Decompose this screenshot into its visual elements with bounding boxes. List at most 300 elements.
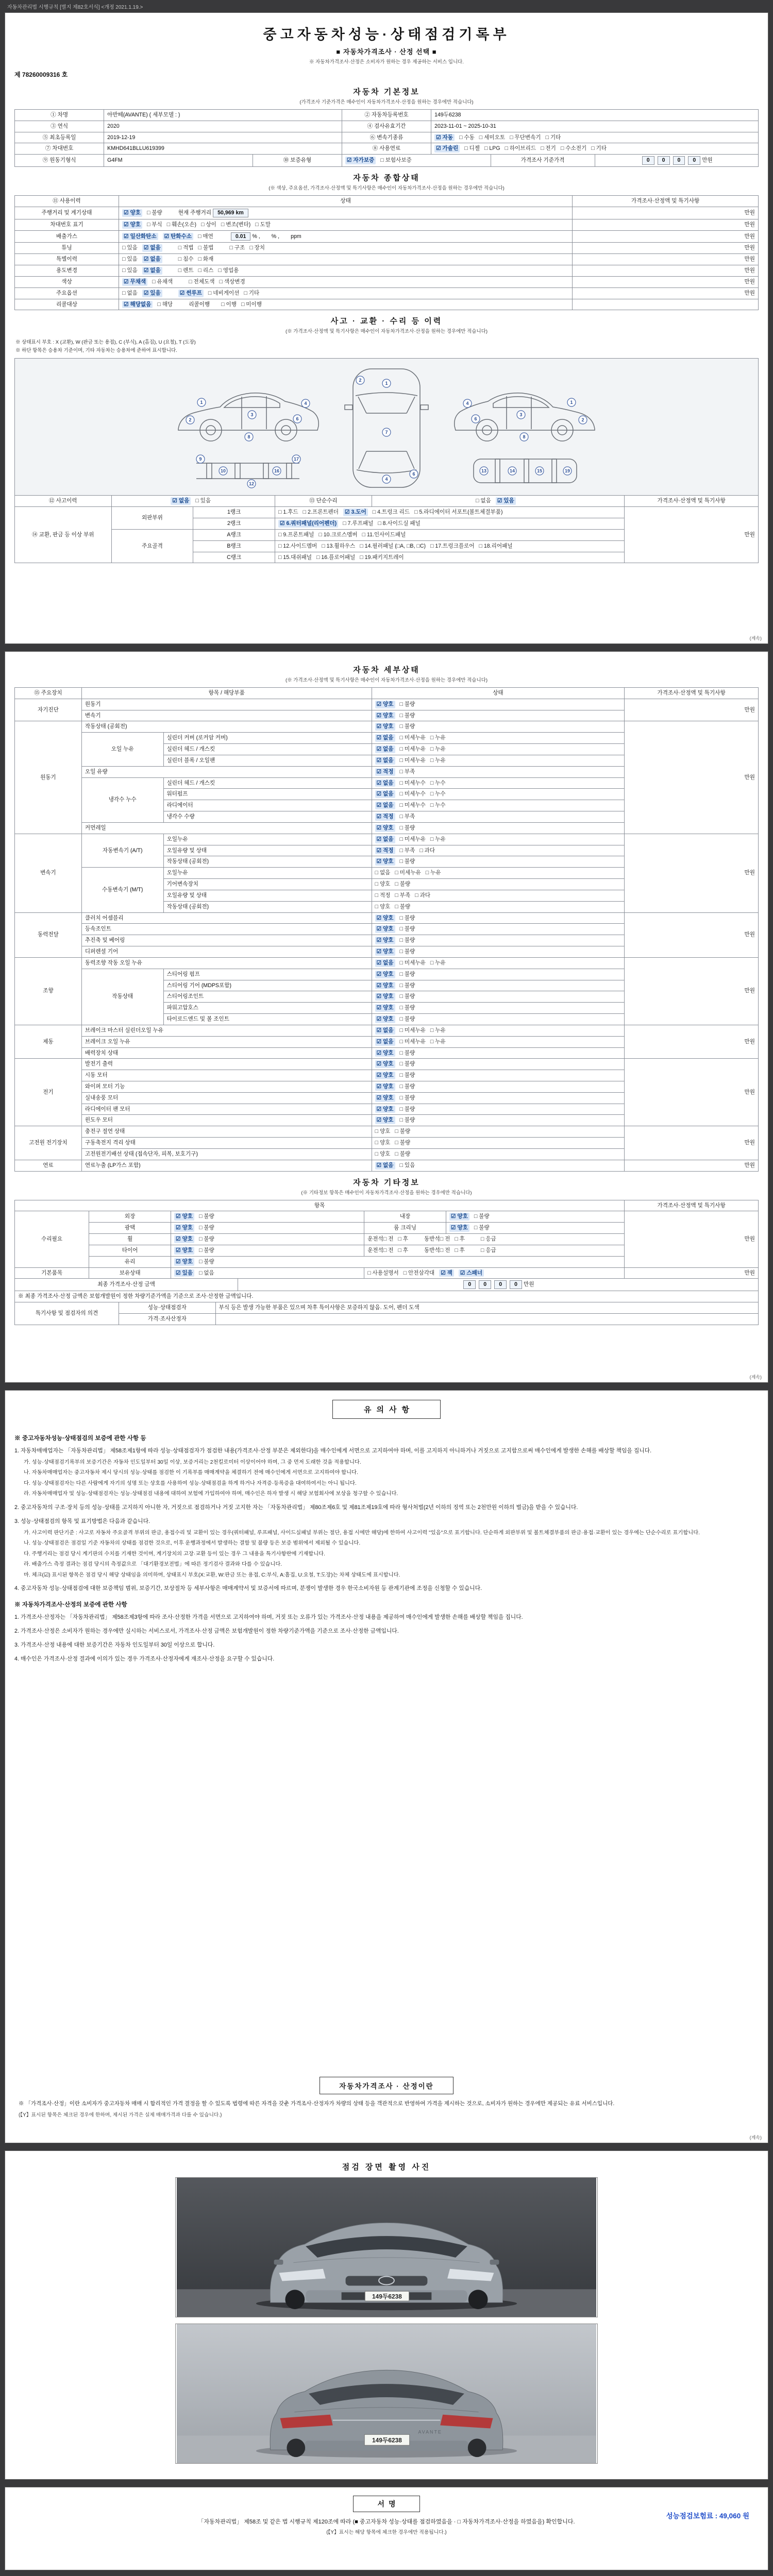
checkbox[interactable]: ☑ 양호 bbox=[375, 701, 395, 708]
insurance-fee-value: 49,060 원 bbox=[719, 2512, 749, 2520]
checkbox[interactable]: □ 부족 bbox=[395, 892, 411, 899]
cell: 만원 bbox=[573, 276, 759, 287]
checkbox[interactable]: □ 불량 bbox=[474, 1225, 490, 1231]
cell: KMHD641BLLU619399 bbox=[104, 143, 342, 155]
checkbox[interactable]: ☑ 양호 bbox=[174, 1213, 194, 1221]
checkbox[interactable]: □ 전 bbox=[383, 1247, 394, 1253]
header-cell: 고전원 전기장치 bbox=[15, 1126, 82, 1160]
checkbox[interactable]: ☑ 양호 bbox=[375, 1004, 395, 1012]
checkbox[interactable]: □ 전 bbox=[440, 1236, 450, 1243]
checkbox[interactable]: □ 불량 bbox=[198, 1247, 214, 1253]
checkbox[interactable]: ☑ 양호 bbox=[375, 993, 395, 1001]
checkbox[interactable]: □ 부족 bbox=[399, 814, 415, 820]
checkbox[interactable]: ☑ 없음 bbox=[375, 757, 395, 765]
notice-paragraph: ※ 자동차가격조사·산정의 보증에 관한 사항 bbox=[14, 1601, 127, 1608]
checkbox[interactable]: □ 미세누유 bbox=[399, 746, 426, 753]
checkbox[interactable]: □ 불량 bbox=[399, 1061, 415, 1067]
misc-info-table-grid bbox=[14, 1200, 759, 1279]
checkbox[interactable]: □ 적정 bbox=[375, 892, 391, 899]
svg-text:16: 16 bbox=[274, 468, 280, 474]
checkbox[interactable]: □ 양호 bbox=[375, 881, 391, 888]
cell: 2020 bbox=[104, 121, 342, 132]
notice-paragraph: 4. 매수인은 가격조사·산정 결과에 이의가 있는 경우 가격조사·산정자에게 재조사·산정을 요구할 수 있습니다. bbox=[14, 1655, 275, 1662]
cell bbox=[372, 1126, 625, 1138]
svg-text:4: 4 bbox=[466, 401, 469, 406]
checkbox[interactable]: □ 미세누수 bbox=[399, 802, 426, 809]
header-cell: 전기 bbox=[15, 1059, 82, 1126]
checkbox[interactable]: □ 안전삼각대 bbox=[403, 1269, 435, 1276]
checkbox[interactable]: □ 18.리어패널 bbox=[479, 543, 513, 549]
checkbox[interactable]: ☑ 양호 bbox=[375, 971, 395, 978]
checkbox[interactable]: ☑ 양호 bbox=[122, 209, 142, 217]
cell: 동력조향 작동 오일 누유 bbox=[81, 957, 372, 969]
cell bbox=[372, 721, 625, 733]
checkbox[interactable]: ☑ 적정 bbox=[375, 768, 395, 776]
checkbox[interactable]: □ 4.트렁크 리드 bbox=[372, 509, 410, 516]
checkbox[interactable]: □ 네비게이션 bbox=[208, 290, 240, 296]
checkbox[interactable]: □ 이행 bbox=[221, 301, 237, 308]
checkbox[interactable]: □ 색상변경 bbox=[219, 278, 245, 285]
svg-text:6: 6 bbox=[296, 416, 299, 422]
svg-text:14: 14 bbox=[509, 468, 515, 474]
checkbox[interactable]: □ 누유 bbox=[430, 757, 446, 764]
checkbox[interactable]: □ 도말 bbox=[255, 221, 271, 228]
checkbox[interactable]: ☑ 없음 bbox=[375, 1027, 395, 1035]
svg-text:15: 15 bbox=[536, 468, 543, 474]
checkbox[interactable]: □ 누유 bbox=[430, 836, 446, 842]
svg-text:8: 8 bbox=[247, 434, 250, 440]
checkbox[interactable]: ☑ 없음 bbox=[375, 836, 395, 843]
checkbox[interactable]: □ 누수 bbox=[430, 791, 446, 798]
checkbox[interactable]: ☑ 없음 bbox=[375, 959, 395, 967]
checkbox[interactable]: □ 침수 bbox=[178, 256, 194, 263]
checkbox[interactable]: □ 사용설명서 bbox=[367, 1269, 399, 1276]
header-cell: 변속기 bbox=[15, 834, 82, 912]
header-cell: 동력전달 bbox=[15, 912, 82, 957]
checkbox[interactable]: □ 응급 bbox=[480, 1247, 496, 1253]
value-box: 0.01 bbox=[231, 232, 251, 241]
checkbox[interactable]: □ 없음 bbox=[122, 290, 138, 296]
checkbox[interactable]: □ 누유 bbox=[430, 735, 446, 741]
header-cell: 오일 누유 bbox=[81, 733, 163, 766]
checkbox[interactable]: □ 하이브리드 bbox=[505, 145, 536, 152]
checkbox[interactable]: □ 수소전기 bbox=[560, 145, 587, 152]
cell: 원동기 bbox=[81, 699, 372, 710]
checkbox[interactable]: ☑ 자가보증 bbox=[345, 157, 376, 164]
cell bbox=[119, 276, 573, 287]
checkbox[interactable]: ☑ 양호 bbox=[375, 1015, 395, 1023]
checkbox[interactable]: □ 미세누유 bbox=[395, 870, 421, 876]
checkbox[interactable]: □ 불량 bbox=[399, 1106, 415, 1112]
checkbox[interactable]: ☑ 없음 bbox=[142, 244, 162, 252]
header-cell: 유리 bbox=[89, 1256, 171, 1267]
checkbox[interactable]: □ 불량 bbox=[399, 914, 415, 921]
checkbox[interactable]: □ 불량 bbox=[395, 903, 411, 910]
checkbox[interactable]: □ 불량 bbox=[399, 937, 415, 944]
header-cell: ⑫ 사고이력 bbox=[15, 496, 112, 507]
checkbox[interactable]: ☑ 있음 bbox=[142, 290, 162, 297]
cell bbox=[111, 496, 275, 507]
checkbox[interactable]: □ 16.플로어패널 bbox=[316, 554, 356, 561]
checkbox[interactable]: ☑ 양호 bbox=[375, 723, 395, 731]
checkbox[interactable]: □ 기타 bbox=[545, 134, 561, 141]
checkbox[interactable]: ☑ 양호 bbox=[449, 1213, 469, 1221]
checkbox[interactable]: □ 과다 bbox=[415, 892, 431, 899]
checkbox[interactable]: □ 1.후드 bbox=[278, 509, 298, 516]
checkbox[interactable]: ☑ 없음 bbox=[142, 256, 162, 263]
checkbox[interactable]: ☑ 양호 bbox=[375, 1094, 395, 1102]
checkbox[interactable]: □ 불량 bbox=[399, 824, 415, 831]
checkbox[interactable]: □ 세미오토 bbox=[479, 134, 506, 141]
header-cell: 배출가스 bbox=[15, 230, 119, 243]
checkbox[interactable]: □ 19.패키지트레이 bbox=[360, 554, 404, 561]
checkbox[interactable]: □ LPG bbox=[484, 145, 500, 152]
checkbox[interactable]: □ 불량 bbox=[198, 1213, 214, 1220]
checkbox[interactable]: □ 무단변속기 bbox=[510, 134, 541, 141]
checkbox[interactable]: ☑ 양호 bbox=[375, 1060, 395, 1068]
checkbox[interactable]: □ 불량 bbox=[395, 1140, 411, 1146]
inspection-photo-rear bbox=[175, 2324, 598, 2464]
checkbox[interactable]: □ 화재 bbox=[198, 256, 214, 263]
cell: 브레이크 오일 누유 bbox=[81, 1036, 372, 1047]
checkbox[interactable]: □ 있음 bbox=[122, 256, 138, 263]
checkbox[interactable]: □ 상이 bbox=[201, 221, 216, 228]
cell bbox=[238, 1279, 758, 1291]
checkbox[interactable]: ☑ 적정 bbox=[375, 813, 395, 821]
cell bbox=[372, 789, 625, 800]
checkbox[interactable]: ☑ 양호 bbox=[375, 948, 395, 956]
cell bbox=[372, 935, 625, 946]
checkbox[interactable]: □ 누수 bbox=[430, 802, 446, 809]
checkbox[interactable]: ☑ 양호 bbox=[375, 1083, 395, 1091]
checkbox[interactable]: ☑ 없음 bbox=[375, 745, 395, 753]
checkbox[interactable]: □ 구조 bbox=[229, 245, 245, 251]
checkbox[interactable]: ☑ 양호 bbox=[375, 1106, 395, 1113]
checkbox[interactable]: ☑ 탄화수소 bbox=[163, 233, 193, 241]
checkbox[interactable]: □ 불량 bbox=[146, 209, 162, 216]
checkbox[interactable]: □ 불법 bbox=[198, 245, 214, 251]
checkbox[interactable]: □ 17.트렁크플로어 bbox=[430, 543, 475, 549]
checkbox[interactable]: □ 불량 bbox=[399, 926, 415, 933]
checkbox[interactable]: □ 8.사이드실 패널 bbox=[378, 520, 421, 527]
cell: 스티어링 기어 (MDPS포함) bbox=[163, 980, 372, 991]
text: 리콜이행 bbox=[189, 301, 210, 308]
checkbox[interactable]: ☑ 적정 bbox=[375, 847, 395, 855]
cell: 만원 bbox=[625, 1025, 759, 1058]
checkbox[interactable]: □ 후 bbox=[398, 1247, 409, 1253]
header-cell: 최종 가격조사·산정 금액 bbox=[15, 1279, 238, 1291]
checkbox[interactable]: ☑ 양호 bbox=[174, 1224, 194, 1232]
checkbox[interactable]: □ 불량 bbox=[198, 1258, 214, 1265]
checkbox[interactable]: □ 미세누수 bbox=[399, 791, 426, 798]
accident-history-table bbox=[14, 495, 759, 563]
checkbox[interactable]: □ 불량 bbox=[198, 1236, 214, 1243]
signature-title: 서명 bbox=[353, 2496, 420, 2512]
checkbox[interactable]: □ 불량 bbox=[399, 993, 415, 1000]
header-cell: 광택 bbox=[89, 1223, 171, 1234]
cell: ※ 최종 가격조사·산정 금액은 보험개발원이 정한 차량기준가액을 기준으로 조사·산정한 금액입니다. bbox=[15, 1291, 759, 1302]
checkbox[interactable]: ☑ 없음 bbox=[171, 497, 191, 505]
checkbox[interactable]: ☑ 양호 bbox=[174, 1258, 194, 1266]
checkbox[interactable]: □ 불량 bbox=[399, 1117, 415, 1124]
checkbox[interactable]: ☑ 양호 bbox=[449, 1224, 469, 1232]
checkbox[interactable]: □ 부식 bbox=[146, 221, 162, 228]
checkbox[interactable]: □ 응급 bbox=[480, 1236, 496, 1243]
checkbox[interactable]: ☑ 양호 bbox=[375, 712, 395, 720]
cell: 기어변속장치 bbox=[163, 879, 372, 890]
checkbox[interactable]: □ 14.필러패널 (□A, □B, □C) bbox=[360, 543, 426, 549]
pricing-definition-title: 자동차가격조사 · 산정이란 bbox=[320, 2077, 453, 2094]
checkbox[interactable]: ☑ 있음 bbox=[496, 497, 516, 505]
cell bbox=[431, 143, 759, 155]
cell: 작동상태 (공회전) bbox=[163, 856, 372, 868]
text: % , bbox=[252, 233, 260, 240]
checkbox[interactable]: □ 13.휠하우스 bbox=[322, 543, 356, 549]
checkbox[interactable]: ☑ 가솔린 bbox=[434, 145, 460, 152]
checkbox[interactable]: □ 불량 bbox=[399, 712, 415, 719]
checkbox[interactable]: □ 해당 bbox=[157, 301, 173, 308]
checkbox[interactable]: □ 불량 bbox=[399, 701, 415, 707]
section-misc-note: (※ 기타정보 항목은 매수인이 자동차가격조사·산정을 원하는 경우에만 적습니다) bbox=[301, 1190, 472, 1196]
section-misc-title: 자동차 기타정보 bbox=[353, 1178, 420, 1187]
cell: 발전기 출력 bbox=[81, 1059, 372, 1070]
cell: 만원 bbox=[573, 287, 759, 299]
checkbox[interactable]: □ 없음 bbox=[476, 498, 491, 504]
checkbox[interactable]: □ 양호 bbox=[375, 1150, 391, 1157]
checkbox[interactable]: ☑ 자동 bbox=[434, 134, 455, 142]
checkbox[interactable]: ☑ 스패너 bbox=[459, 1269, 484, 1277]
checkbox[interactable]: □ 불량 bbox=[474, 1213, 490, 1220]
page-title: 중고자동차성능·상태점검기록부 bbox=[263, 27, 510, 42]
checkbox[interactable]: □ 매연 bbox=[198, 233, 213, 240]
checkbox[interactable]: ☑ 해당없음 bbox=[122, 301, 153, 309]
svg-text:6: 6 bbox=[474, 416, 477, 422]
checkbox[interactable]: □ 양호 bbox=[375, 1140, 391, 1146]
checkbox[interactable]: □ 디젤 bbox=[464, 145, 480, 152]
checkbox[interactable]: ☑ 양호 bbox=[375, 914, 395, 922]
checkbox[interactable]: □ 불량 bbox=[399, 1094, 415, 1101]
svg-text:8: 8 bbox=[523, 434, 526, 440]
header-cell: 항목 / 해당부품 bbox=[81, 688, 372, 699]
checkbox[interactable]: □ 후 bbox=[455, 1236, 465, 1243]
cell bbox=[372, 946, 625, 958]
cell: 워터펌프 bbox=[163, 789, 372, 800]
checkbox[interactable]: □ 불량 bbox=[399, 1083, 415, 1090]
checkbox[interactable]: ☑ 없음 bbox=[375, 802, 395, 809]
checkbox[interactable]: □ 누유 bbox=[430, 1027, 446, 1033]
checkbox[interactable]: □ 있음 bbox=[122, 267, 138, 274]
checkbox[interactable]: □ 없음 bbox=[375, 870, 391, 876]
checkbox[interactable]: □ 있음 bbox=[195, 498, 211, 504]
checkbox[interactable]: □ 전기 bbox=[541, 145, 556, 152]
cell: 만원 bbox=[573, 254, 759, 265]
checkbox[interactable]: □ 미세누유 bbox=[399, 1038, 426, 1045]
checkbox[interactable]: □ 불량 bbox=[399, 971, 415, 977]
cell bbox=[364, 1245, 625, 1256]
notice-paragraph: ※ 중고자동차성능·상태점검의 보증에 관한 사항 등 bbox=[14, 1435, 146, 1442]
checkbox[interactable]: □ 15.대쉬패널 bbox=[278, 554, 312, 561]
checkbox[interactable]: □ 미세누유 bbox=[399, 735, 426, 741]
checkbox[interactable]: ☑ 양호 bbox=[375, 1049, 395, 1057]
checkbox[interactable]: □ 렌트 bbox=[178, 267, 194, 274]
checkbox[interactable]: □ 불량 bbox=[399, 1005, 415, 1011]
cell bbox=[364, 1267, 625, 1279]
header-cell: 항목 bbox=[15, 1200, 625, 1211]
checkbox[interactable]: ☑ 양호 bbox=[375, 925, 395, 933]
checkbox[interactable]: □ 불량 bbox=[399, 1049, 415, 1056]
header-cell: 상태 bbox=[372, 688, 625, 699]
checkbox[interactable]: ☑ 양호 bbox=[375, 1072, 395, 1079]
checkbox[interactable]: ☑ 양호 bbox=[375, 824, 395, 832]
checkbox[interactable]: □ 11.인사이드패널 bbox=[362, 531, 406, 538]
checkbox[interactable]: □ 장치 bbox=[249, 245, 265, 251]
header-cell: ⑤ 최초등록일 bbox=[15, 132, 104, 143]
header-cell: ⑨ 원동기형식 bbox=[15, 155, 104, 167]
rear-license-plate: 149두6238 bbox=[372, 2436, 402, 2444]
checkbox[interactable]: ☑ 없음 bbox=[375, 734, 395, 742]
checkbox[interactable]: □ 미세누수 bbox=[399, 779, 426, 786]
cell: 커먼레일 bbox=[81, 822, 372, 834]
checkbox[interactable]: □ 부족 bbox=[399, 847, 415, 854]
checkbox[interactable]: □ 미이행 bbox=[241, 301, 262, 308]
checkbox[interactable]: □ 누유 bbox=[430, 1038, 446, 1045]
checkbox[interactable]: ☑ 양호 bbox=[375, 858, 395, 866]
basic-info-table bbox=[14, 109, 759, 155]
checkbox[interactable]: □ 있음 bbox=[122, 245, 138, 251]
checkbox[interactable]: □ 불량 bbox=[399, 982, 415, 989]
checkbox[interactable]: □ 미세누유 bbox=[399, 757, 426, 764]
checkbox[interactable]: ☑ 일산화탄소 bbox=[122, 233, 158, 241]
header-cell: ④ 검사유효기간 bbox=[342, 121, 431, 132]
checkbox[interactable]: □ 양호 bbox=[375, 1128, 391, 1135]
cell bbox=[372, 879, 625, 890]
header-cell: 1랭크 bbox=[193, 507, 275, 518]
checkbox[interactable]: ☑ 있음 bbox=[174, 1269, 194, 1277]
checkbox[interactable]: □ 과다 bbox=[419, 847, 435, 854]
checkbox[interactable]: □ 불량 bbox=[399, 1072, 415, 1079]
checkbox[interactable]: □ 보험사보증 bbox=[380, 157, 412, 164]
checkbox[interactable]: □ 9.프론트패널 bbox=[278, 531, 314, 538]
checkbox[interactable]: □ 부족 bbox=[399, 768, 415, 775]
checkbox[interactable]: □ 유채색 bbox=[152, 278, 173, 285]
checkbox[interactable]: □ 불량 bbox=[395, 1128, 411, 1135]
header-cell: 타이어 bbox=[89, 1245, 171, 1256]
checkbox[interactable]: □ 불량 bbox=[399, 723, 415, 730]
checkbox[interactable]: □ 수동 bbox=[459, 134, 475, 141]
checkbox[interactable]: □ 영업용 bbox=[218, 267, 239, 274]
checkbox[interactable]: ☑ 양호 bbox=[375, 937, 395, 944]
cell: 오일유량 및 상태 bbox=[163, 845, 372, 856]
text: 동반석 bbox=[424, 1247, 440, 1253]
cell bbox=[372, 1059, 625, 1070]
checkbox[interactable]: ☑ 없음 bbox=[375, 779, 395, 787]
checkbox[interactable]: □ 2.프론트펜더 bbox=[303, 509, 339, 516]
checkbox[interactable]: □ 있음 bbox=[399, 1162, 415, 1168]
checkbox[interactable]: □ 전 bbox=[383, 1236, 394, 1243]
checkbox[interactable]: ☑ 없음 bbox=[142, 267, 162, 275]
checkbox[interactable]: ☑ 양호 bbox=[375, 1116, 395, 1124]
header-cell: 수동변속기 (M/T) bbox=[81, 868, 163, 912]
car-diagram-side-left-icon bbox=[171, 367, 325, 450]
notice-paragraph: 다. 성능·상태점검자는 다른 사람에게 자기의 성명 또는 상호를 사용하여 성능·상태점검을 하게 하거나 자격증·등록증을 대여하여서는 아니 됩니다. bbox=[24, 1480, 357, 1486]
checkbox[interactable]: ☑ 3.도어 bbox=[343, 509, 368, 516]
checkbox[interactable]: □ 훼손(오손) bbox=[166, 221, 197, 228]
header-cell: 수리필요 bbox=[15, 1211, 89, 1267]
checkbox[interactable]: □ 불량 bbox=[399, 858, 415, 865]
checkbox[interactable]: ☑ 없음 bbox=[375, 1038, 395, 1046]
checkbox[interactable]: □ 누유 bbox=[430, 746, 446, 753]
checkbox[interactable]: ☑ 양호 bbox=[174, 1247, 194, 1255]
checkbox[interactable]: □ 불량 bbox=[395, 1150, 411, 1157]
checkbox[interactable]: ☑ 잭 bbox=[439, 1269, 454, 1277]
signature-statement: 「자동차관리법」 제58조 및 같은 법 시행규칙 제120조에 따라 (■ 중고자동차 성능·상태를 점검하였음을 · □ 자동차가격조사·산정을 하였음을) 확인합니다. bbox=[198, 2519, 575, 2525]
cell: 와이퍼 모터 기능 bbox=[81, 1081, 372, 1092]
svg-text:2: 2 bbox=[189, 417, 192, 423]
checkbox[interactable]: ☑ 없음 bbox=[375, 790, 395, 798]
checkbox[interactable]: □ 미세누유 bbox=[399, 836, 426, 842]
checkbox[interactable]: ☑ 없음 bbox=[375, 1162, 395, 1170]
checkbox[interactable]: □ 없음 bbox=[198, 1269, 214, 1276]
checkbox[interactable]: □ 5.라디에이터 서포트(볼트체결부품) bbox=[414, 509, 503, 516]
overall-condition-table-grid bbox=[14, 195, 759, 310]
checkbox[interactable]: □ 누수 bbox=[430, 779, 446, 786]
checkbox[interactable]: □ 변조(변타) bbox=[221, 221, 251, 228]
cell: 만원 bbox=[573, 207, 759, 219]
checkbox[interactable]: □ 불량 bbox=[399, 948, 415, 955]
cell bbox=[372, 777, 625, 789]
checkbox[interactable]: □ 불량 bbox=[198, 1225, 214, 1231]
checkbox[interactable]: ☑ 6.쿼터패널(리어펜더) bbox=[278, 520, 338, 528]
value-box: 0 bbox=[463, 1280, 476, 1289]
cell bbox=[119, 265, 573, 277]
header-cell: ⑧ 사용연료 bbox=[342, 143, 431, 155]
checkbox[interactable]: □ 불량 bbox=[395, 881, 411, 888]
checkbox[interactable]: □ 적법 bbox=[178, 245, 194, 251]
checkbox[interactable]: ☑ 양호 bbox=[174, 1235, 194, 1243]
cell: 작동상태 (공회전) bbox=[81, 721, 372, 733]
cell: 스티어링 펌프 bbox=[163, 969, 372, 980]
checkbox[interactable]: ☑ 양호 bbox=[375, 982, 395, 990]
checkbox[interactable]: □ 후 bbox=[455, 1247, 465, 1253]
svg-text:3: 3 bbox=[250, 412, 254, 418]
checkbox[interactable]: □ 후 bbox=[398, 1236, 409, 1243]
checkbox[interactable]: ☑ 양호 bbox=[122, 221, 142, 229]
header-cell: 가격조사 기준가격 bbox=[491, 155, 595, 167]
checkbox[interactable]: □ 불량 bbox=[399, 1016, 415, 1023]
checkbox[interactable]: □ 10.크로스멤버 bbox=[318, 531, 358, 538]
checkbox[interactable]: □ 전체도색 bbox=[189, 278, 215, 285]
checkbox[interactable]: ☑ 무채색 bbox=[122, 278, 147, 286]
cell: 만원 bbox=[625, 699, 759, 721]
value-box: 0 bbox=[673, 156, 685, 165]
checkbox[interactable]: □ 누유 bbox=[430, 959, 446, 966]
checkbox[interactable]: □ 12.사이드멤버 bbox=[278, 543, 317, 549]
checkbox[interactable]: □ 전 bbox=[440, 1247, 450, 1253]
checkbox[interactable]: □ 기타 bbox=[591, 145, 607, 152]
checkbox[interactable]: □ 누유 bbox=[425, 870, 441, 876]
svg-text:1: 1 bbox=[385, 381, 388, 386]
checkbox[interactable]: ☑ 썬루프 bbox=[178, 290, 204, 297]
checkbox[interactable]: □ 7.루프패널 bbox=[343, 520, 374, 527]
checkbox[interactable]: □ 기타 bbox=[244, 290, 260, 296]
cell bbox=[119, 219, 573, 230]
car-diagram-top-view-icon bbox=[343, 364, 430, 493]
checkbox[interactable]: □ 양호 bbox=[375, 903, 391, 910]
cell bbox=[275, 507, 625, 518]
checkbox[interactable]: □ 미세누유 bbox=[399, 959, 426, 966]
checkbox[interactable]: □ 미세누유 bbox=[399, 1027, 426, 1033]
checkbox[interactable]: □ 리스 bbox=[198, 267, 214, 274]
